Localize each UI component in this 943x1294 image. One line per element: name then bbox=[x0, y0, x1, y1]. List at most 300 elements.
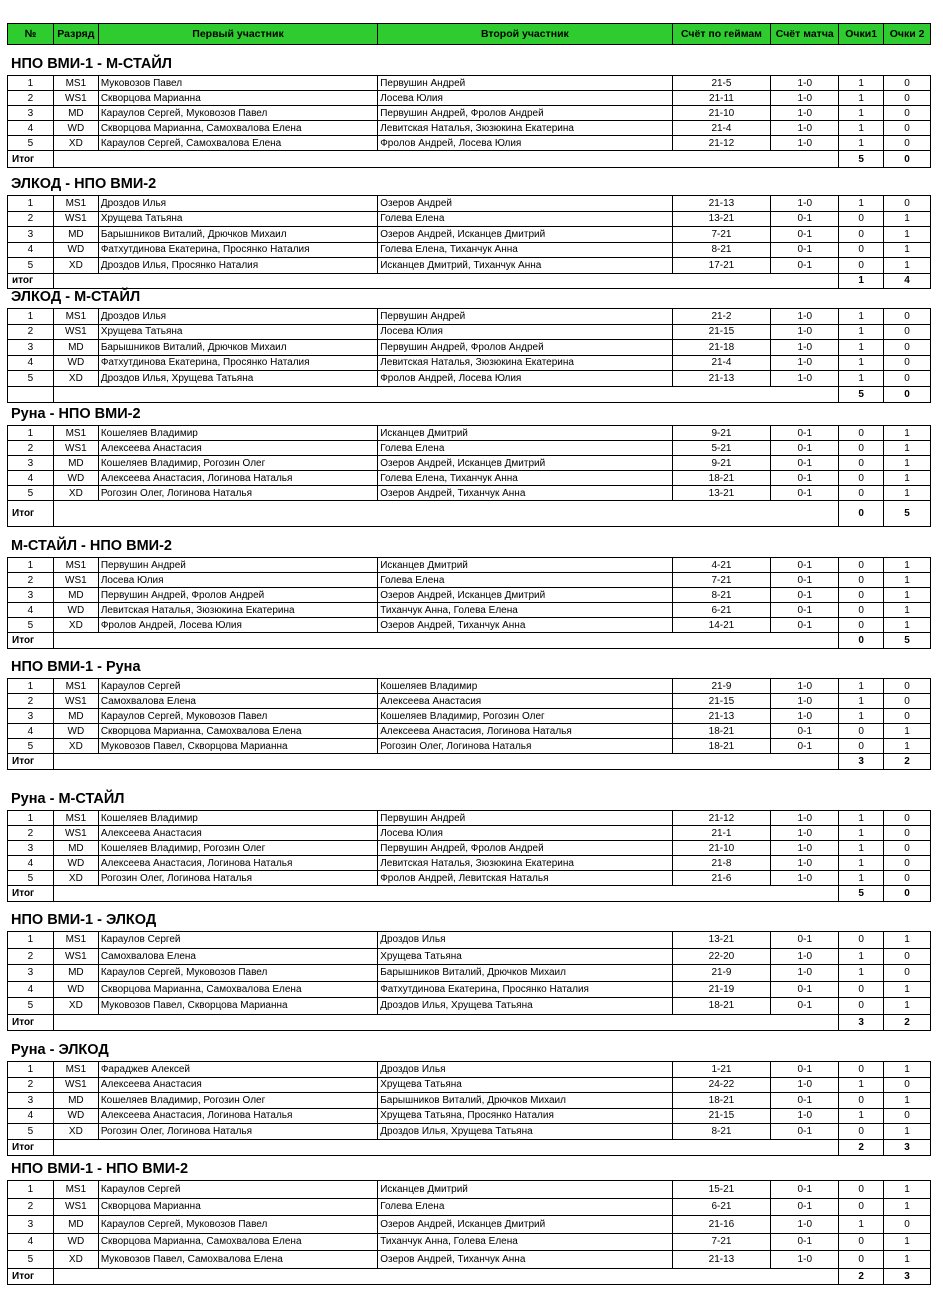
match-table bbox=[7, 308, 931, 403]
table-cell: 21-15 bbox=[673, 1109, 772, 1124]
table-cell: 0 bbox=[839, 1251, 884, 1268]
table-cell: 1 bbox=[839, 1078, 884, 1093]
table-cell: 0-1 bbox=[771, 471, 839, 485]
table-cell: Рогозин Олег, Логинова Наталья bbox=[99, 1124, 378, 1139]
match-table bbox=[7, 678, 931, 770]
table-cell: 1 bbox=[839, 76, 884, 90]
table-cell: 1 bbox=[8, 679, 54, 693]
table-cell: MD bbox=[54, 588, 99, 602]
table-cell: 4 bbox=[8, 1109, 54, 1124]
table-cell: XD bbox=[54, 739, 99, 753]
table-cell: 0 bbox=[839, 1234, 884, 1251]
table-cell: XD bbox=[54, 618, 99, 632]
table-cell: 24-22 bbox=[673, 1078, 772, 1093]
table-row bbox=[8, 136, 930, 151]
table-cell: Муковозов Павел bbox=[99, 76, 378, 90]
total-spacer bbox=[54, 274, 839, 288]
table-cell: WS1 bbox=[54, 212, 99, 227]
table-cell: 21-11 bbox=[673, 91, 772, 105]
table-row bbox=[8, 826, 930, 841]
table-cell: Исканцев Дмитрий bbox=[378, 426, 672, 440]
match-title: НПО ВМИ-1 - НПО ВМИ-2 bbox=[11, 1161, 189, 1177]
table-cell: 3 bbox=[8, 965, 54, 981]
table-cell: 0-1 bbox=[771, 258, 839, 273]
table-cell: 4 bbox=[8, 243, 54, 258]
table-cell: Рогозин Олег, Логинова Наталья bbox=[99, 871, 378, 885]
table-cell: 8-21 bbox=[673, 243, 772, 258]
match-table bbox=[7, 195, 931, 289]
table-cell: 1 bbox=[904, 1094, 910, 1106]
table-cell: 1 bbox=[839, 121, 884, 135]
table-row bbox=[8, 1124, 930, 1140]
table-cell: 21-1 bbox=[673, 826, 772, 840]
table-cell: 7-21 bbox=[673, 227, 772, 242]
table-row bbox=[8, 91, 930, 106]
table-cell: WS1 bbox=[54, 325, 99, 340]
table-row bbox=[8, 739, 930, 754]
header-match-score: Счёт матча bbox=[771, 24, 839, 44]
table-cell: MS1 bbox=[54, 309, 99, 324]
table-cell: 1 bbox=[904, 559, 910, 571]
total-row bbox=[8, 633, 930, 648]
table-cell: 3 bbox=[8, 106, 54, 120]
table-cell: 0 bbox=[904, 1218, 910, 1230]
table-cell: 1 bbox=[839, 1109, 884, 1124]
table-cell: 1 bbox=[839, 340, 884, 355]
table-row bbox=[8, 982, 930, 999]
table-cell: WS1 bbox=[54, 1078, 99, 1093]
table-cell: 3 bbox=[8, 1093, 54, 1108]
table-cell: MD bbox=[54, 965, 99, 981]
match-table bbox=[7, 425, 931, 527]
table-cell: Лосева Юлия bbox=[378, 826, 672, 840]
table-cell: 1 bbox=[904, 604, 910, 616]
total-row bbox=[8, 1269, 930, 1284]
total-spacer bbox=[54, 1269, 839, 1284]
table-cell: Самохвалова Елена bbox=[99, 949, 378, 965]
table-row bbox=[8, 121, 930, 136]
table-cell: 0 bbox=[904, 950, 910, 962]
table-cell: Алексеева Анастасия bbox=[99, 441, 378, 455]
table-cell: 5-21 bbox=[673, 441, 772, 455]
table-cell: Голева Елена bbox=[378, 573, 672, 587]
table-cell: WS1 bbox=[54, 694, 99, 708]
table-cell: 1-0 bbox=[771, 340, 839, 355]
table-cell: Дроздов Илья bbox=[378, 1062, 672, 1077]
table-cell: 5 bbox=[8, 371, 54, 386]
table-cell: Озеров Андрей, Тиханчук Анна bbox=[378, 486, 672, 500]
table-cell: MS1 bbox=[54, 679, 99, 693]
table-cell: 0 bbox=[839, 724, 884, 738]
table-cell: 0 bbox=[839, 558, 884, 572]
table-cell: 0-1 bbox=[771, 441, 839, 455]
table-cell: Алексеева Анастасия bbox=[378, 694, 672, 708]
table-cell: 1 bbox=[839, 856, 884, 870]
table-cell: Первушин Андрей bbox=[378, 811, 672, 825]
table-row bbox=[8, 471, 930, 486]
table-cell: Озеров Андрей, Тиханчук Анна bbox=[378, 1251, 672, 1268]
table-cell: 21-10 bbox=[673, 841, 772, 855]
table-cell: Лосева Юлия bbox=[378, 91, 672, 105]
table-cell: 0-1 bbox=[771, 456, 839, 470]
table-cell: 1 bbox=[8, 558, 54, 572]
table-cell: 0 bbox=[839, 618, 884, 632]
total-points-2: 4 bbox=[904, 275, 910, 286]
table-cell: 0-1 bbox=[771, 932, 839, 948]
table-cell: Первушин Андрей, Фролов Андрей bbox=[378, 340, 672, 355]
table-cell: 9-21 bbox=[673, 426, 772, 440]
table-cell: 5 bbox=[8, 1251, 54, 1268]
table-cell: 1-0 bbox=[771, 1216, 839, 1233]
total-spacer bbox=[54, 633, 839, 648]
table-row bbox=[8, 227, 930, 243]
table-row bbox=[8, 486, 930, 501]
total-row bbox=[8, 274, 930, 288]
table-cell: 21-18 bbox=[673, 340, 772, 355]
table-cell: 0 bbox=[839, 441, 884, 455]
table-cell: 0-1 bbox=[771, 618, 839, 632]
table-cell: MD bbox=[54, 340, 99, 355]
table-cell: 0-1 bbox=[771, 212, 839, 227]
table-cell: Караулов Сергей, Муковозов Павел bbox=[99, 1216, 378, 1233]
table-cell: Левитская Наталья, Зюзюкина Екатерина bbox=[378, 856, 672, 870]
table-cell: 2 bbox=[8, 91, 54, 105]
total-row bbox=[8, 886, 930, 901]
table-row bbox=[8, 724, 930, 739]
table-cell: Дроздов Илья bbox=[99, 309, 378, 324]
table-cell: XD bbox=[54, 1124, 99, 1139]
total-points-1: 0 bbox=[839, 501, 884, 526]
table-row bbox=[8, 325, 930, 341]
match-title: НПО ВМИ-1 - М-СТАЙЛ bbox=[11, 56, 172, 72]
table-cell: WD bbox=[54, 243, 99, 258]
table-cell: WS1 bbox=[54, 91, 99, 105]
table-cell: Скворцова Марианна, Самохвалова Елена bbox=[99, 982, 378, 998]
table-cell: Алексеева Анастасия bbox=[99, 1078, 378, 1093]
table-cell: Фатхутдинова Екатерина, Просянко Наталия bbox=[99, 356, 378, 371]
table-cell: 1 bbox=[904, 472, 910, 484]
table-cell: 0 bbox=[839, 426, 884, 440]
table-cell: 1-0 bbox=[771, 826, 839, 840]
table-cell: 8-21 bbox=[673, 588, 772, 602]
table-cell: XD bbox=[54, 871, 99, 885]
table-cell: 0 bbox=[904, 341, 910, 353]
table-cell: 21-4 bbox=[673, 356, 772, 371]
table-cell: Хрущева Татьяна bbox=[99, 212, 378, 227]
table-cell: Караулов Сергей bbox=[99, 679, 378, 693]
table-cell: XD bbox=[54, 258, 99, 273]
table-cell: Муковозов Павел, Скворцова Марианна bbox=[99, 998, 378, 1014]
table-cell: Алексеева Анастасия, Логинова Наталья bbox=[378, 724, 672, 738]
table-cell: 6-21 bbox=[673, 603, 772, 617]
table-cell: 18-21 bbox=[673, 1093, 772, 1108]
table-cell: 4 bbox=[8, 856, 54, 870]
table-cell: 1-0 bbox=[771, 965, 839, 981]
table-cell: 0 bbox=[839, 243, 884, 258]
table-row bbox=[8, 949, 930, 966]
table-cell: Скворцова Марианна, Самохвалова Елена bbox=[99, 724, 378, 738]
table-cell: 2 bbox=[8, 826, 54, 840]
total-label: Итог bbox=[8, 754, 54, 769]
table-row bbox=[8, 1093, 930, 1109]
match-title: Руна - НПО ВМИ-2 bbox=[11, 406, 141, 422]
table-cell: 13-21 bbox=[673, 212, 772, 227]
table-cell: 0-1 bbox=[771, 1181, 839, 1198]
table-cell: Кошеляев Владимир bbox=[99, 426, 378, 440]
total-points-1: 5 bbox=[839, 387, 884, 402]
table-cell: 1 bbox=[839, 136, 884, 150]
table-cell: MS1 bbox=[54, 811, 99, 825]
table-cell: 1 bbox=[904, 244, 910, 256]
total-label: Итог bbox=[8, 501, 54, 526]
table-row bbox=[8, 441, 930, 456]
table-cell: 21-10 bbox=[673, 106, 772, 120]
table-cell: 0 bbox=[839, 573, 884, 587]
table-cell: MD bbox=[54, 709, 99, 723]
table-cell: 4 bbox=[8, 1234, 54, 1251]
table-cell: 1 bbox=[8, 426, 54, 440]
table-cell: 1 bbox=[839, 965, 884, 981]
table-cell: 1-0 bbox=[771, 949, 839, 965]
table-cell: Кошеляев Владимир, Рогозин Олег bbox=[99, 1093, 378, 1108]
table-row bbox=[8, 1181, 930, 1199]
match-table bbox=[7, 810, 931, 902]
header-points-1: Очки1 bbox=[839, 24, 884, 44]
table-cell: 0 bbox=[904, 842, 910, 854]
table-cell: Скворцова Марианна bbox=[99, 1199, 378, 1216]
table-cell: Фролов Андрей, Лосева Юлия bbox=[99, 618, 378, 632]
table-cell: 21-19 bbox=[673, 982, 772, 998]
table-cell: 0 bbox=[904, 77, 910, 89]
table-cell: Кошеляев Владимир, Рогозин Олег bbox=[378, 709, 672, 723]
total-row bbox=[8, 1015, 930, 1030]
table-cell: 0 bbox=[839, 1062, 884, 1077]
table-cell: 1 bbox=[904, 619, 910, 631]
match-title: НПО ВМИ-1 - Руна bbox=[11, 659, 141, 675]
table-row bbox=[8, 456, 930, 471]
table-cell: 0-1 bbox=[771, 426, 839, 440]
total-label bbox=[8, 387, 54, 402]
table-cell: WD bbox=[54, 603, 99, 617]
table-cell: 2 bbox=[8, 949, 54, 965]
table-cell: Скворцова Марианна, Самохвалова Елена bbox=[99, 1234, 378, 1251]
table-cell: MD bbox=[54, 106, 99, 120]
table-cell: 21-13 bbox=[673, 709, 772, 723]
table-cell: 3 bbox=[8, 841, 54, 855]
table-row bbox=[8, 679, 930, 694]
table-cell: Самохвалова Елена bbox=[99, 694, 378, 708]
table-cell: MS1 bbox=[54, 932, 99, 948]
table-cell: 13-21 bbox=[673, 932, 772, 948]
total-label: Итог bbox=[8, 886, 54, 901]
table-cell: MS1 bbox=[54, 426, 99, 440]
table-cell: 4 bbox=[8, 121, 54, 135]
table-cell: Хрущева Татьяна bbox=[378, 949, 672, 965]
table-row bbox=[8, 573, 930, 588]
table-cell: 0 bbox=[839, 471, 884, 485]
table-row bbox=[8, 618, 930, 633]
match-table bbox=[7, 557, 931, 649]
table-cell: 1 bbox=[904, 1125, 910, 1137]
table-cell: 21-15 bbox=[673, 694, 772, 708]
table-cell: 1 bbox=[904, 589, 910, 601]
table-cell: Кошеляев Владимир bbox=[99, 811, 378, 825]
table-cell: Алексеева Анастасия, Логинова Наталья bbox=[99, 856, 378, 870]
table-cell: 4 bbox=[8, 356, 54, 371]
table-row bbox=[8, 965, 930, 982]
table-cell: 1-0 bbox=[771, 91, 839, 105]
table-cell: 2 bbox=[8, 1078, 54, 1093]
table-cell: 0 bbox=[839, 982, 884, 998]
table-cell: 1 bbox=[839, 106, 884, 120]
table-cell: Голева Елена, Тиханчук Анна bbox=[378, 243, 672, 258]
table-cell: 0-1 bbox=[771, 243, 839, 258]
table-cell: WD bbox=[54, 121, 99, 135]
table-cell: 13-21 bbox=[673, 486, 772, 500]
table-cell: 21-16 bbox=[673, 1216, 772, 1233]
total-points-1: 2 bbox=[839, 1140, 884, 1155]
table-cell: 2 bbox=[8, 441, 54, 455]
total-points-2: 2 bbox=[904, 756, 910, 767]
total-points-2: 0 bbox=[904, 888, 910, 899]
table-cell: WD bbox=[54, 1109, 99, 1124]
table-cell: Первушин Андрей, Фролов Андрей bbox=[378, 841, 672, 855]
table-cell: Первушин Андрей bbox=[378, 309, 672, 324]
table-cell: 0-1 bbox=[771, 1199, 839, 1216]
table-cell: 18-21 bbox=[673, 471, 772, 485]
table-row bbox=[8, 588, 930, 603]
table-cell: WD bbox=[54, 471, 99, 485]
table-cell: 1-0 bbox=[771, 76, 839, 90]
table-cell: 1 bbox=[8, 76, 54, 90]
table-cell: Фараджев Алексей bbox=[99, 1062, 378, 1077]
table-cell: 1 bbox=[904, 1063, 910, 1075]
table-cell: 5 bbox=[8, 486, 54, 500]
table-cell: 1 bbox=[8, 1181, 54, 1198]
table-cell: 1 bbox=[8, 811, 54, 825]
table-cell: 1-0 bbox=[771, 136, 839, 150]
table-cell: 0 bbox=[839, 998, 884, 1014]
table-cell: 1 bbox=[8, 1062, 54, 1077]
table-cell: 1 bbox=[839, 679, 884, 693]
table-cell: 3 bbox=[8, 1216, 54, 1233]
table-cell: WD bbox=[54, 724, 99, 738]
table-cell: Муковозов Павел, Самохвалова Елена bbox=[99, 1251, 378, 1268]
table-row bbox=[8, 603, 930, 618]
header-category: Разряд bbox=[54, 24, 99, 44]
table-cell: 0 bbox=[904, 326, 910, 338]
table-cell: WD bbox=[54, 356, 99, 371]
table-cell: 21-9 bbox=[673, 679, 772, 693]
table-cell: Муковозов Павел, Скворцова Марианна bbox=[99, 739, 378, 753]
table-cell: 0-1 bbox=[771, 588, 839, 602]
table-cell: 0 bbox=[839, 456, 884, 470]
table-cell: 1-0 bbox=[771, 356, 839, 371]
table-row bbox=[8, 309, 930, 325]
table-cell: Озеров Андрей, Исканцев Дмитрий bbox=[378, 1216, 672, 1233]
table-cell: Караулов Сергей, Муковозов Павел bbox=[99, 106, 378, 120]
total-row bbox=[8, 754, 930, 769]
table-cell: 1 bbox=[839, 694, 884, 708]
table-cell: 0 bbox=[904, 710, 910, 722]
table-row bbox=[8, 871, 930, 886]
table-cell: 2 bbox=[8, 325, 54, 340]
table-cell: Алексеева Анастасия, Логинова Наталья bbox=[99, 1109, 378, 1124]
total-points-2: 3 bbox=[904, 1270, 910, 1282]
table-row bbox=[8, 1062, 930, 1078]
total-label: Итог bbox=[8, 151, 54, 167]
table-cell: 7-21 bbox=[673, 573, 772, 587]
table-cell: 0 bbox=[904, 827, 910, 839]
table-cell: 0 bbox=[839, 1124, 884, 1139]
table-cell: 0 bbox=[904, 872, 910, 884]
table-cell: 3 bbox=[8, 588, 54, 602]
table-row bbox=[8, 371, 930, 387]
table-cell: Рогозин Олег, Логинова Наталья bbox=[378, 739, 672, 753]
table-row bbox=[8, 426, 930, 441]
table-cell: MS1 bbox=[54, 1181, 99, 1198]
table-cell: MS1 bbox=[54, 1062, 99, 1077]
table-cell: WD bbox=[54, 856, 99, 870]
match-title: ЭЛКОД - М-СТАЙЛ bbox=[11, 289, 141, 305]
table-cell: 0 bbox=[839, 486, 884, 500]
table-cell: Первушин Андрей bbox=[378, 76, 672, 90]
table-cell: 1-0 bbox=[771, 121, 839, 135]
table-row bbox=[8, 1234, 930, 1252]
total-spacer bbox=[54, 886, 839, 901]
table-cell: 21-13 bbox=[673, 196, 772, 211]
table-cell: 21-4 bbox=[673, 121, 772, 135]
table-cell: Барышников Виталий, Дрючков Михаил bbox=[99, 227, 378, 242]
table-cell: Лосева Юлия bbox=[99, 573, 378, 587]
table-cell: XD bbox=[54, 998, 99, 1014]
table-cell: 21-6 bbox=[673, 871, 772, 885]
table-cell: Озеров Андрей, Тиханчук Анна bbox=[378, 618, 672, 632]
table-cell: 1 bbox=[904, 259, 910, 271]
table-cell: 1 bbox=[904, 574, 910, 586]
table-cell: 22-20 bbox=[673, 949, 772, 965]
table-cell: Лосева Юлия bbox=[378, 325, 672, 340]
table-cell: 0-1 bbox=[771, 739, 839, 753]
table-cell: 1-0 bbox=[771, 709, 839, 723]
table-cell: Тиханчук Анна, Голева Елена bbox=[378, 1234, 672, 1251]
table-cell: 1-0 bbox=[771, 1251, 839, 1268]
total-points-1: 1 bbox=[839, 274, 884, 288]
table-cell: Караулов Сергей, Муковозов Павел bbox=[99, 709, 378, 723]
table-cell: Фролов Андрей, Лосева Юлия bbox=[378, 136, 672, 150]
total-label: Итог bbox=[8, 1140, 54, 1155]
table-cell: Исканцев Дмитрий, Тиханчук Анна bbox=[378, 258, 672, 273]
table-cell: Исканцев Дмитрий bbox=[378, 1181, 672, 1198]
table-cell: Голева Елена bbox=[378, 212, 672, 227]
match-table bbox=[7, 931, 931, 1031]
table-cell: 5 bbox=[8, 258, 54, 273]
table-cell: 15-21 bbox=[673, 1181, 772, 1198]
table-cell: WS1 bbox=[54, 826, 99, 840]
header-second-participant: Второй участник bbox=[378, 24, 672, 44]
total-row bbox=[8, 1140, 930, 1155]
table-cell: 1 bbox=[839, 841, 884, 855]
table-cell: 1-0 bbox=[771, 871, 839, 885]
table-cell: 0-1 bbox=[771, 227, 839, 242]
table-cell: 0 bbox=[839, 603, 884, 617]
table-cell: 1 bbox=[839, 309, 884, 324]
table-cell: 21-13 bbox=[673, 371, 772, 386]
table-cell: 0-1 bbox=[771, 724, 839, 738]
table-cell: 1 bbox=[904, 457, 910, 469]
table-cell: 0 bbox=[839, 1093, 884, 1108]
table-cell: 18-21 bbox=[673, 998, 772, 1014]
